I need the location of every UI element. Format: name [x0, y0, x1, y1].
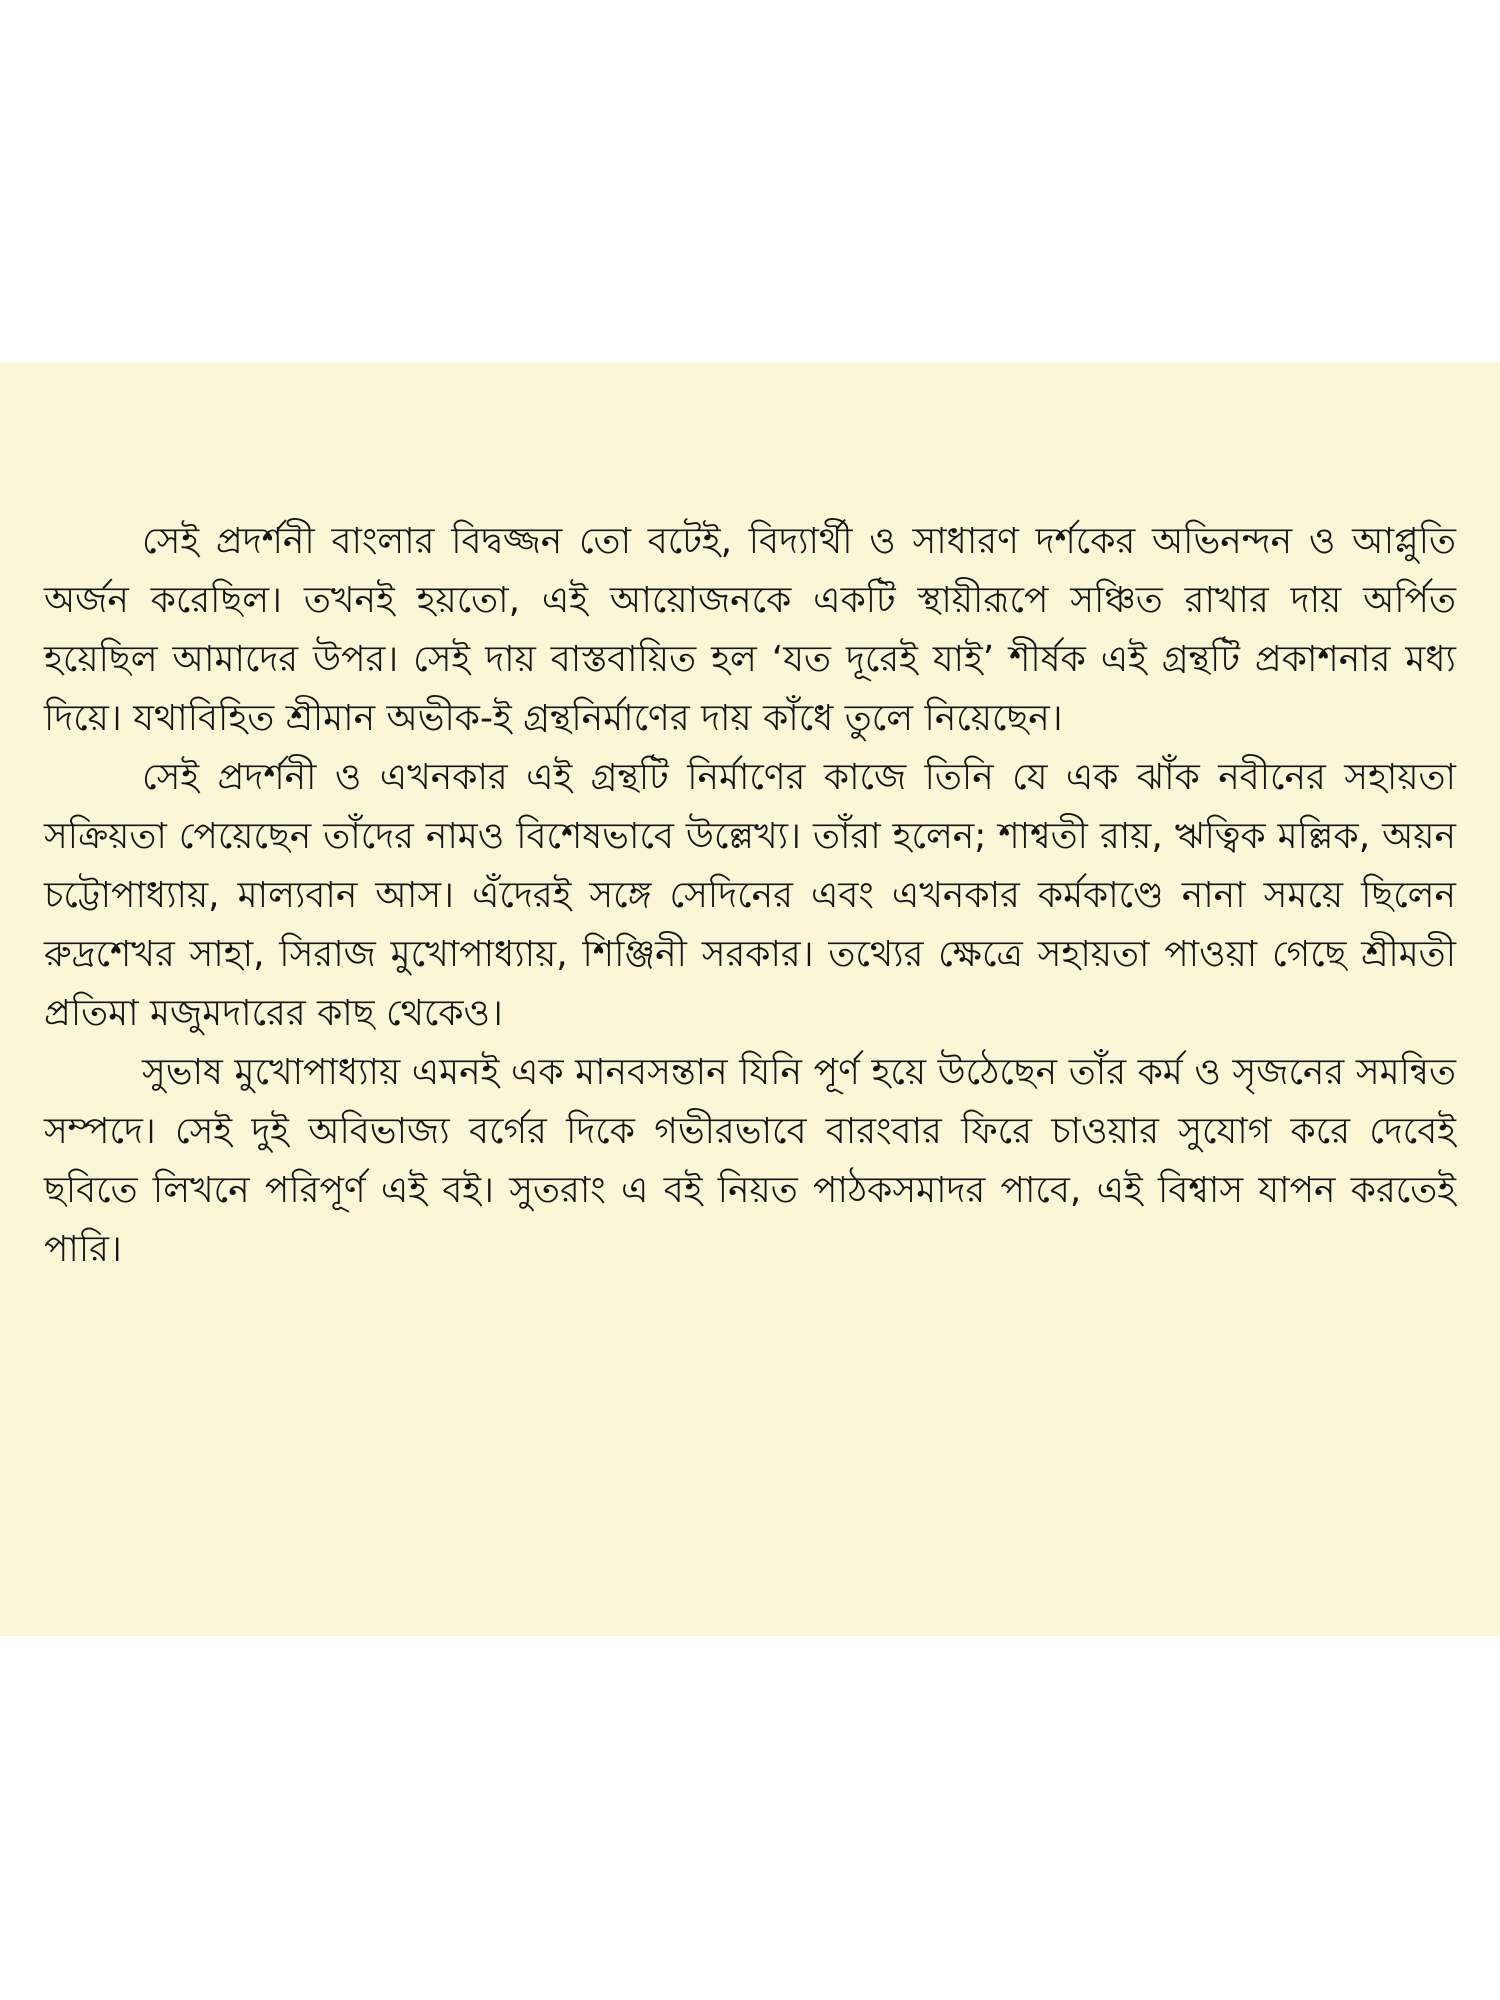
body-text [44, 512, 1456, 1279]
paragraph-3: সুভাষ মুখোপাধ্যায় এমনই এক মানবসন্তান যিনি পূর্ণ হয়ে উঠেছেন তাঁর কর্ম ও সৃজনের সমন্বিত সম্পদে। সেই দুই অবিভাজ্য বর্গের দিকে গভীরভাবে বারংবার ফিরে চাওয়ার সুযোগ করে দেবেই ছবিতে লিখনে পরিপূর্ণ এই বই। সুতরাং এ বই নিয়ত পাঠকসমাদর পাবে, এই বিশ্বাস যাপন করতেই পারি। [44, 1052, 1456, 1270]
paragraph-1: সেই প্রদর্শনী বাংলার বিদ্বজ্জন তো বটেই, বিদ্যার্থী ও সাধারণ দর্শকের অভিনন্দন ও আপ্লুতি অর্জন করেছিল। তখনই হয়তো, এই আয়োজনকে একটি স্থায়ীরূপে সঞ্চিত রাখার দায় অর্পিত হয়েছিল আমাদের উপর। সেই দায় বাস্তবায়িত হল ‘যত দূরেই যাই’ শীর্ষক এই গ্রন্থটি প্রকাশনার মধ্য দিয়ে। যথাবিহিত শ্রীমান অভীক-ই গ্রন্থনির্মাণের দায় কাঁধে তুলে নিয়েছেন। [44, 521, 1456, 739]
paragraph-2: সেই প্রদর্শনী ও এখনকার এই গ্রন্থটি নির্মাণের কাজে তিনি যে এক ঝাঁক নবীনের সহায়তা সক্রিয়তা পেয়েছেন তাঁদের নামও বিশেষভাবে উল্লেখ্য। তাঁরা হলেন; শাশ্বতী রায়, ঋত্বিক মল্লিক, অয়ন চট্টোপাধ্যায়, মাল্যবান আস। এঁদেরই সঙ্গে সেদিনের এবং এখনকার কর্মকাণ্ডে নানা সময়ে ছিলেন রুদ্রশেখর সাহা, সিরাজ মুখোপাধ্যায়, শিঞ্জিনী সরকার। তথ্যের ক্ষেত্রে সহায়তা পাওয়া গেছে শ্রীমতী প্রতিমা মজুমদারের কাছ থেকেও। [44, 757, 1456, 1034]
scanned-page [0, 362, 1500, 1636]
